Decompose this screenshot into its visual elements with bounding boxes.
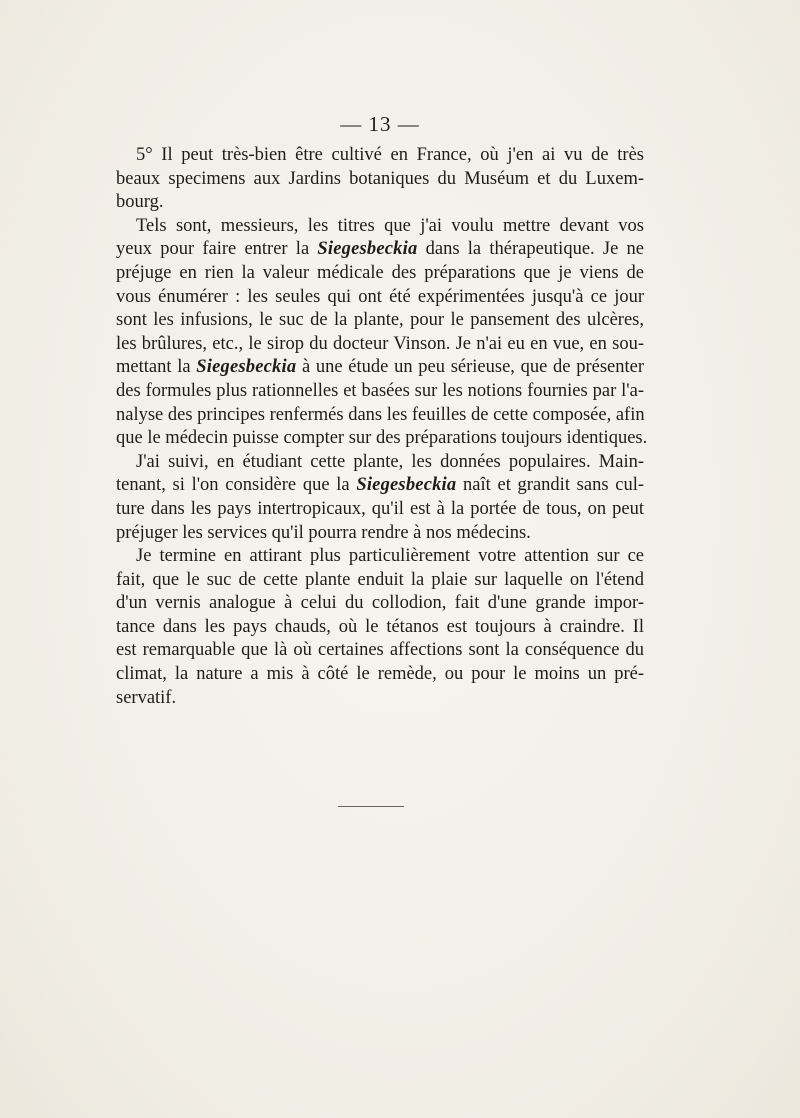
page-number: — 13 — [340,112,420,136]
text-segment: à une étude un peu sérieuse, que de présenter [296,357,644,378]
text-segment: yeux pour faire entrer la [116,239,318,260]
text-line [116,333,644,357]
text-segment: des formules plus rationnelles et basées sur les notions fournies par l'a- [116,380,644,401]
text-line [116,262,644,286]
text-segment: préjuger les services qu'il pourra rendre à nos médecins. [116,522,531,543]
text-line [116,286,644,310]
text-segment: naît et grandit sans cul- [456,475,644,496]
text-segment: d'un vernis analogue à celui du collodion, fait d'une grande impor- [116,593,644,614]
text-line [116,592,644,616]
text-line [116,687,644,711]
text-line [116,522,644,546]
text-segment: est remarquable que là où certaines affections sont la conséquence du [116,640,644,661]
text-line [116,238,644,262]
text-line [116,498,644,522]
text-line [116,215,644,239]
text-line [116,168,644,192]
text-segment: bourg. [116,192,164,213]
text-line [116,474,644,498]
text-line [116,451,644,475]
italic-term: Siegesbeckia [356,475,457,496]
text-segment: Tels sont, messieurs, les titres que j'ai voulu mettre devant vos [136,215,644,236]
text-segment: préjuge en rien la valeur médicale des préparations que je viens de [116,262,644,283]
italic-term: Siegesbeckia [196,357,297,378]
text-line [116,616,644,640]
text-line [116,380,644,404]
text-segment: fait, que le suc de cette plante enduit la plaie sur laquelle on l'étend [116,569,644,590]
text-segment: Je termine en attirant plus particulièrement votre attention sur ce [136,546,644,567]
text-segment: tance dans les pays chauds, où le tétanos est toujours à craindre. Il [116,616,644,637]
italic-term: Siegesbeckia [317,239,418,260]
text-segment: tenant, si l'on considère que la [116,475,357,496]
text-line [116,569,644,593]
text-line [116,309,644,333]
text-line [116,663,644,687]
text-segment: ture dans les pays intertropicaux, qu'il est à la portée de tous, on peut [116,498,644,519]
text-segment: servatif. [116,687,177,708]
text-segment: nalyse des principes renfermés dans les feuilles de cette composée, afin [116,404,645,425]
text-segment: 5° Il peut très-bien être cultivé en France, où j'en ai vu de très [136,145,644,165]
text-line [116,191,644,215]
text-line [116,144,644,168]
text-segment: vous énumérer : les seules qui ont été expérimentées jusqu'à ce jour [116,286,644,307]
text-segment: que le médecin puisse compter sur des préparations toujours identiques. [116,428,648,449]
text-segment: beaux specimens aux Jardins botaniques du Muséum et du Luxem- [116,168,644,189]
text-line [116,427,648,451]
text-segment: sont les infusions, le suc de la plante, pour le pansement des ulcères, [116,310,644,331]
text-line [116,356,644,380]
body-text [116,144,648,710]
text-segment: les brûlures, etc., le sirop du docteur Vinson. Je n'ai eu en vue, en sou- [116,333,644,354]
text-segment: dans la thérapeutique. Je ne [417,239,644,260]
text-segment: J'ai suivi, en étudiant cette plante, les données populaires. Main- [136,451,644,472]
text-segment: mettant la [116,357,197,378]
section-rule [338,806,404,807]
text-segment: climat, la nature a mis à côté le remède, ou pour le moins un pré- [116,664,644,685]
text-line [116,404,644,428]
text-line [116,545,644,569]
text-line [116,639,644,663]
